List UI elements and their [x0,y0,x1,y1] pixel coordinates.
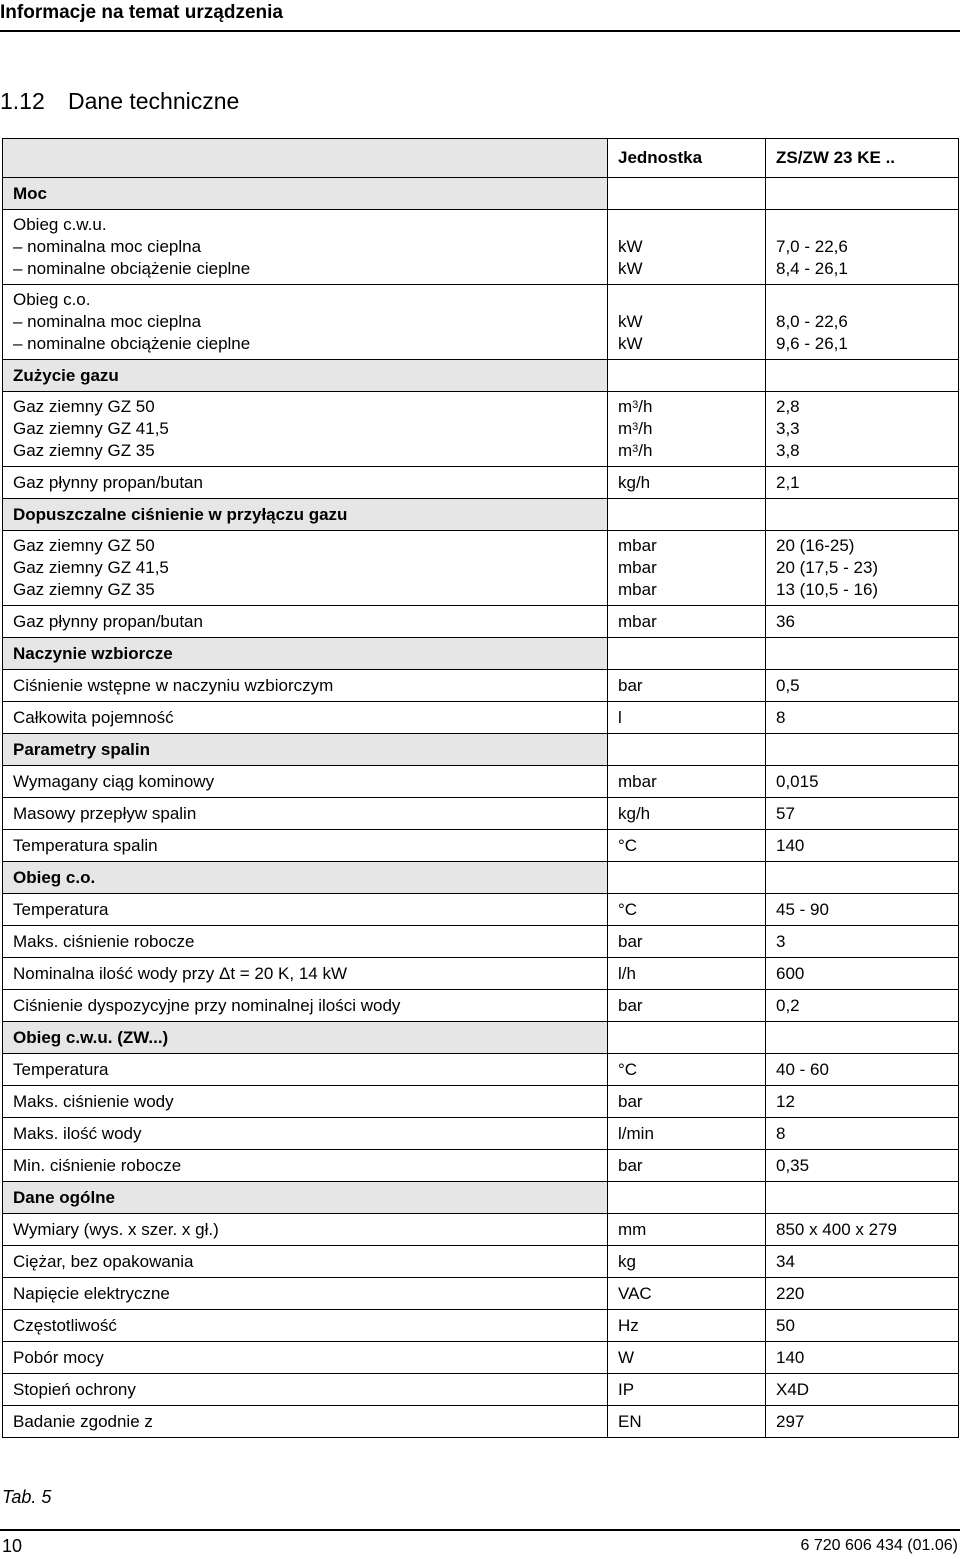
row-label: – nominalna moc cieplna [13,237,202,256]
column-header-unit: Jednostka [608,139,766,178]
table-row [3,1374,959,1406]
row-label: Stopień ochrony [3,1374,608,1406]
row-value: 0,015 [766,766,959,798]
row-label: Ciężar, bez opakowania [3,1246,608,1278]
row-unit: °C [608,894,766,926]
row-unit: bar [608,1086,766,1118]
row-unit: bar [608,670,766,702]
table-row [3,1118,959,1150]
row-unit: kg [608,1246,766,1278]
row-label: Częstotliwość [3,1310,608,1342]
row-value: 50 [766,1310,959,1342]
row-label: – nominalne obciążenie cieplne [13,259,251,278]
header-title: Informacje na temat urządzenia [0,2,283,23]
table-row [3,1406,959,1438]
row-value: 20 (16-25) [776,536,855,555]
row-label: Min. ciśnienie robocze [3,1150,608,1182]
row-value: 0,5 [766,670,959,702]
row-label: Ciśnienie dyspozycyjne przy nominalnej ilości wody [3,990,608,1022]
table-row [3,798,959,830]
row-value: 8,4 - 26,1 [776,259,848,278]
header-divider [0,30,960,32]
category-label: Moc [3,178,608,210]
row-unit: EN [608,1406,766,1438]
row-value: 13 (10,5 - 16) [776,580,879,599]
row-unit: kW [618,334,643,353]
row-label: Masowy przepływ spalin [3,798,608,830]
row-value: 140 [766,1342,959,1374]
row-unit: bar [608,926,766,958]
table-row [3,1086,959,1118]
category-label: Obieg c.w.u. (ZW...) [3,1022,608,1054]
row-value: 0,2 [766,990,959,1022]
table-row [3,926,959,958]
category-row-heating-circuit [3,862,959,894]
row-unit: kg/h [608,798,766,830]
section-title [0,88,239,115]
footer-divider [0,1529,960,1531]
row-label: Maks. ciśnienie robocze [3,926,608,958]
category-label: Dopuszczalne ciśnienie w przyłączu gazu [3,499,608,531]
category-label: Obieg c.o. [3,862,608,894]
row-unit: °C [608,830,766,862]
row-label: Badanie zgodnie z [3,1406,608,1438]
row-unit: kW [618,259,643,278]
section-number: 1.12 [0,88,45,114]
table-row [3,990,959,1022]
row-label: Temperatura spalin [3,830,608,862]
table-row [3,467,959,499]
category-row-flue-gas [3,734,959,766]
row-unit: mbar [618,536,657,555]
row-value: 8,0 - 22,6 [776,312,848,331]
row-value: 45 - 90 [766,894,959,926]
row-value: 9,6 - 26,1 [776,334,848,353]
column-header-model: ZS/ZW 23 KE .. [766,139,959,178]
row-label: Wymiary (wys. x szer. x gł.) [3,1214,608,1246]
table-row [3,1054,959,1086]
row-unit: bar [608,990,766,1022]
row-label: Gaz płynny propan/butan [3,606,608,638]
row-unit: W [608,1342,766,1374]
row-unit: kW [618,312,643,331]
row-value: 12 [766,1086,959,1118]
category-row-gas-consumption [3,360,959,392]
row-unit: °C [608,1054,766,1086]
row-unit: mbar [608,606,766,638]
table-row [3,766,959,798]
table-row [3,958,959,990]
document-code: 6 720 606 434 (01.06) [800,1537,958,1554]
row-label: Gaz płynny propan/butan [3,467,608,499]
row-label: Nominalna ilość wody przy Δt = 20 K, 14 kW [3,958,608,990]
table-row [3,894,959,926]
category-row-moc [3,178,959,210]
row-label: Gaz ziemny GZ 35 [13,441,155,460]
row-unit: mbar [608,766,766,798]
row-label: Gaz ziemny GZ 41,5 [13,558,169,577]
row-label: Napięcie elektryczne [3,1278,608,1310]
row-value: 3,3 [776,419,800,438]
table-row [3,210,959,285]
category-row-gas-pressure [3,499,959,531]
row-unit: l/min [608,1118,766,1150]
table-header-row [3,139,959,178]
row-unit: $m^3/h$ [618,441,653,460]
row-label: Gaz ziemny GZ 50 [13,536,155,555]
table-row [3,830,959,862]
technical-data-table [2,138,959,1438]
row-label: Ciśnienie wstępne w naczyniu wzbiorczym [3,670,608,702]
table-row [3,285,959,360]
category-label: Naczynie wzbiorcze [3,638,608,670]
row-value: 34 [766,1246,959,1278]
row-value: 140 [766,830,959,862]
table-row [3,670,959,702]
row-value: 2,8 [776,397,800,416]
section-heading: Dane techniczne [68,88,240,114]
table-row [3,531,959,606]
row-value: 36 [766,606,959,638]
row-value: 40 - 60 [766,1054,959,1086]
row-value: 7,0 - 22,6 [776,237,848,256]
row-value: 0,35 [766,1150,959,1182]
row-label: Temperatura [3,1054,608,1086]
table-row [3,392,959,467]
table-row [3,1214,959,1246]
row-value: 850 x 400 x 279 [766,1214,959,1246]
row-unit: mm [608,1214,766,1246]
category-label: Zużycie gazu [3,360,608,392]
row-unit: kW [618,237,643,256]
row-label: Gaz ziemny GZ 50 [13,397,155,416]
category-row-expansion-vessel [3,638,959,670]
table-row [3,1278,959,1310]
row-label: Wymagany ciąg kominowy [3,766,608,798]
row-unit: l [608,702,766,734]
row-value: 3,8 [776,441,800,460]
row-label: Gaz ziemny GZ 41,5 [13,419,169,438]
header-empty-cell [3,139,608,178]
table-row [3,1310,959,1342]
category-row-hot-water-circuit [3,1022,959,1054]
row-label: Pobór mocy [3,1342,608,1374]
row-label: Maks. ciśnienie wody [3,1086,608,1118]
table-row [3,1246,959,1278]
row-value: 2,1 [766,467,959,499]
row-value: 57 [766,798,959,830]
row-label: Gaz ziemny GZ 35 [13,580,155,599]
category-row-general-data [3,1182,959,1214]
category-label: Parametry spalin [3,734,608,766]
row-value: 8 [766,702,959,734]
row-value: 8 [766,1118,959,1150]
row-unit: mbar [618,558,657,577]
row-value: 3 [766,926,959,958]
row-label: Całkowita pojemność [3,702,608,734]
table-row [3,1150,959,1182]
table-row [3,606,959,638]
row-label: – nominalne obciążenie cieplne [13,334,251,353]
row-unit: mbar [618,580,657,599]
row-unit: kg/h [608,467,766,499]
page-number: 10 [2,1536,23,1556]
row-unit: bar [608,1150,766,1182]
row-label: Obieg c.o. [13,290,91,309]
row-value: 220 [766,1278,959,1310]
table-row [3,1342,959,1374]
category-label: Dane ogólne [3,1182,608,1214]
row-value: 297 [766,1406,959,1438]
row-unit: VAC [608,1278,766,1310]
row-value: 600 [766,958,959,990]
row-unit: $m^3/h$ [618,397,653,416]
row-value: X4D [766,1374,959,1406]
row-unit: $m^3/h$ [618,419,653,438]
page-header [0,0,960,24]
row-label: Temperatura [3,894,608,926]
table-caption: Tab. 5 [2,1487,52,1507]
row-label: Maks. ilość wody [3,1118,608,1150]
row-label: – nominalna moc cieplna [13,312,202,331]
row-unit: IP [608,1374,766,1406]
row-unit: Hz [608,1310,766,1342]
row-value: 20 (17,5 - 23) [776,558,879,577]
table-row [3,702,959,734]
row-label: Obieg c.w.u. [13,215,107,234]
row-unit: l/h [608,958,766,990]
